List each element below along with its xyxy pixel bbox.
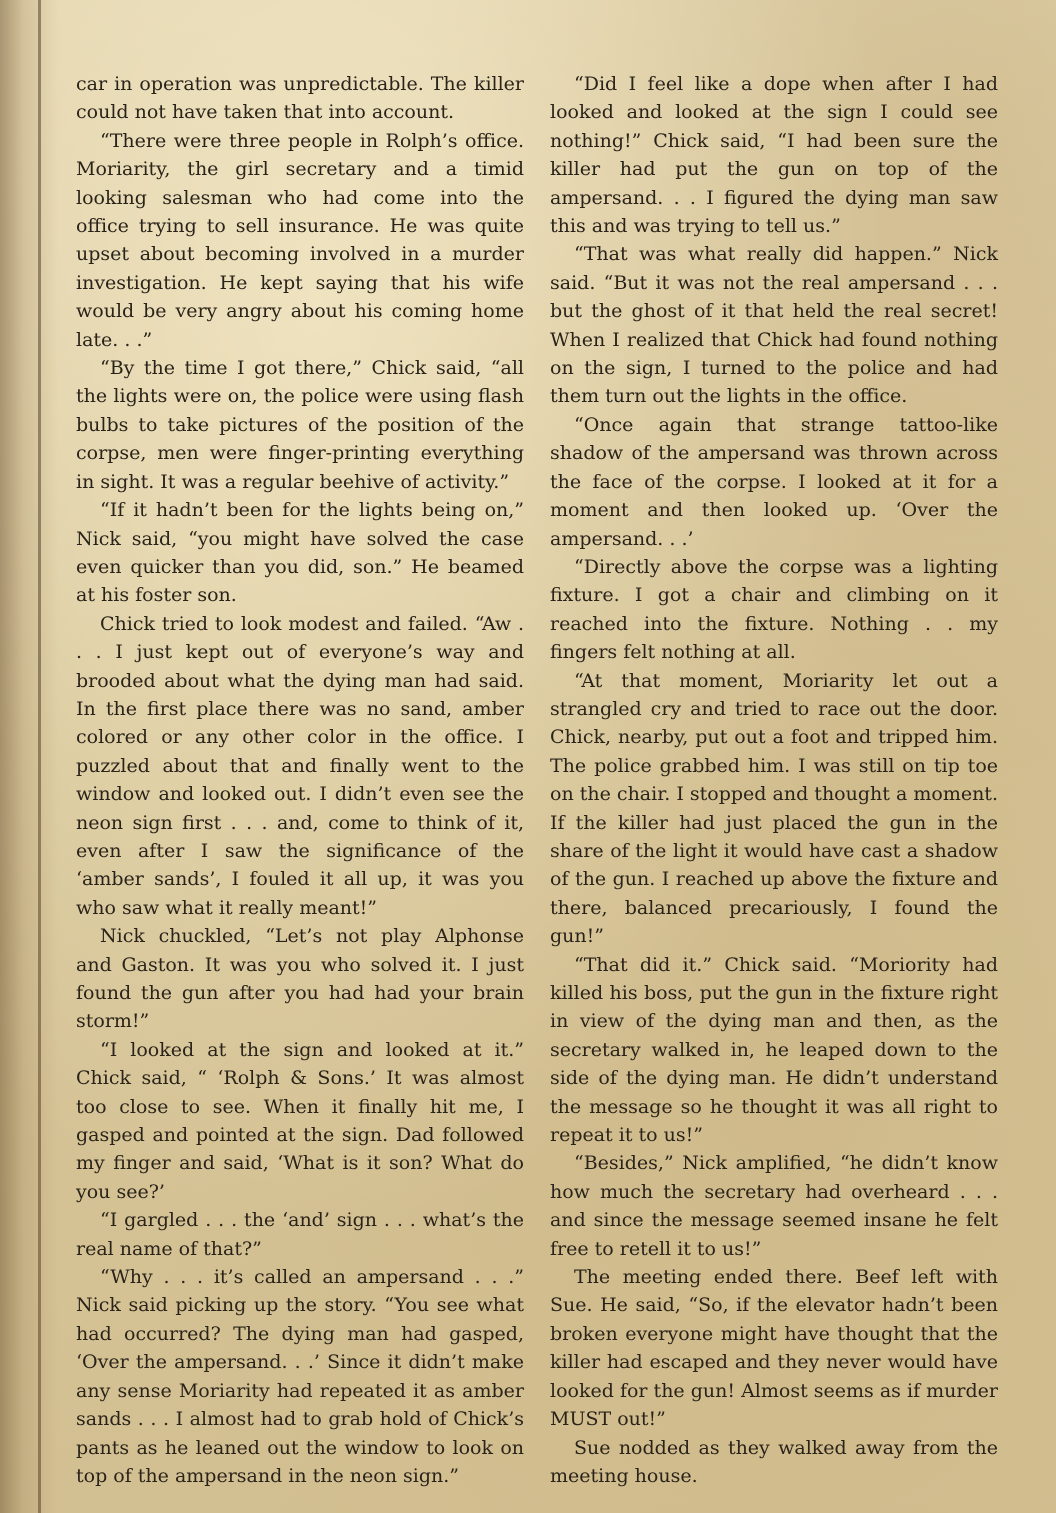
paragraph: “Did I feel like a dope when after I had looked and looked at the sign I could see nothing!” Chick said, “I had been sure the killer had put the gun on top of the ampersand. . . I figured the dying man saw this and was trying to tell us.” [550,73,998,238]
paragraph: car in operation was unpredictable. The killer could not have taken that into account. [76,73,524,124]
paragraph: “That did it.” Chick said. “Moriority had killed his boss, put the gun in the fixture right in view of the dying man and then, as the secretary walked in, he leaped down to the side of the dying man. He didn’t understand the message so he thought it was all right to repeat it to us!” [550,953,998,1147]
paragraph: Sue nodded as they walked away from the meeting house. [550,1436,998,1487]
paragraph: “Once again that strange tattoo-like shadow of the ampersand was thrown across the face of the corpse. I looked at it for a moment and then looked up. ‘Over the ampersand. . .’ [550,413,998,550]
paragraph: “Directly above the corpse was a lighting fixture. I got a chair and climbing on it reached into the fixture. Nothing . . my fingers felt nothing at all. [550,555,998,664]
paragraph: “If it hadn’t been for the lights being on,” Nick said, “you might have solved the case even quicker than you did, son.” He beamed at his foster son. [76,499,524,607]
paragraph: “Besides,” Nick amplified, “he didn’t know how much the secretary had overheard . . . and since the message seemed insane he felt free to retell it to us!” [550,1152,998,1260]
paragraph: “I gargled . . . the ‘and’ sign . . . what’s the real name of that?” [76,1209,524,1260]
binding-line [38,0,41,1513]
paragraph: “There were three people in Rolph’s office. Moriarity, the girl secretary and a timid looking salesman who had come into the office trying to sell insurance. He was quite upset about becoming involved in a murder investigation. He kept saying that his wife would be very angry about his coming home late. . .” [76,129,524,351]
binding-shadow [0,0,58,1513]
left-column [76,70,524,1490]
paragraph: “That was what really did happen.” Nick said. “But it was not the real ampersand . . . but the ghost of it that held the real secret! When I realized that Chick had found nothing on the sign, I turned to the police and had them turn out the lights in the office. [550,243,998,408]
paragraph: The meeting ended there. Beef left with Sue. He said, “So, if the elevator hadn’t been broken everyone might have thought that the killer had escaped and they never would have looked for the gun! Almost seems as if murder MUST out!” [550,1266,998,1431]
paragraph: “Why . . . it’s called an ampersand . . .” Nick said picking up the story. “You see what had occurred? The dying man had gasped, ‘Over the ampersand. . .’ Since it didn’t make any sense Moriarity had repeated it as amber sands . . . I almost had to grab hold of Chick’s pants as he leaned out the window to look on top of the ampersand in the neon sign.” [76,1266,524,1487]
paragraph: Nick chuckled, “Let’s not play Alphonse and Gaston. It was you who solved it. I just found the gun after you had had your brain storm!” [76,925,524,1033]
right-column [550,70,998,1490]
paragraph: “At that moment, Moriarity let out a strangled cry and tried to race out the door. Chick, nearby, put out a foot and tripped him. The police grabbed him. I was still on tip toe on the chair. I stopped and thought a moment. If the killer had just placed the gun in the share of the light it would have cast a shadow of the gun. I reached up above the fixture and there, balanced precariously, I found the gun!” [550,669,998,948]
paragraph: “I looked at the sign and looked at it.” Chick said, “ ‘Rolph & Sons.’ It was almost too close to see. When it finally hit me, I gasped and pointed at the sign. Dad followed my finger and said, ‘What is it son? What do you see?’ [76,1038,524,1203]
paragraph: “By the time I got there,” Chick said, “all the lights were on, the police were using flash bulbs to take pictures of the position of the corpse, men were finger-printing everything in sight. It was a regular beehive of activity.” [76,357,524,493]
paragraph: Chick tried to look modest and failed. “Aw . . . I just kept out of everyone’s way and brooded about what the dying man had said. In the first place there was no sand, amber colored or any other color in the office. I puzzled about that and finally went to the window and looked out. I didn’t even see the neon sign first . . . and, come to think of it, even after I saw the significance of the ‘amber sands’, I fouled it all up, it was you who saw what it really meant!” [76,612,524,919]
